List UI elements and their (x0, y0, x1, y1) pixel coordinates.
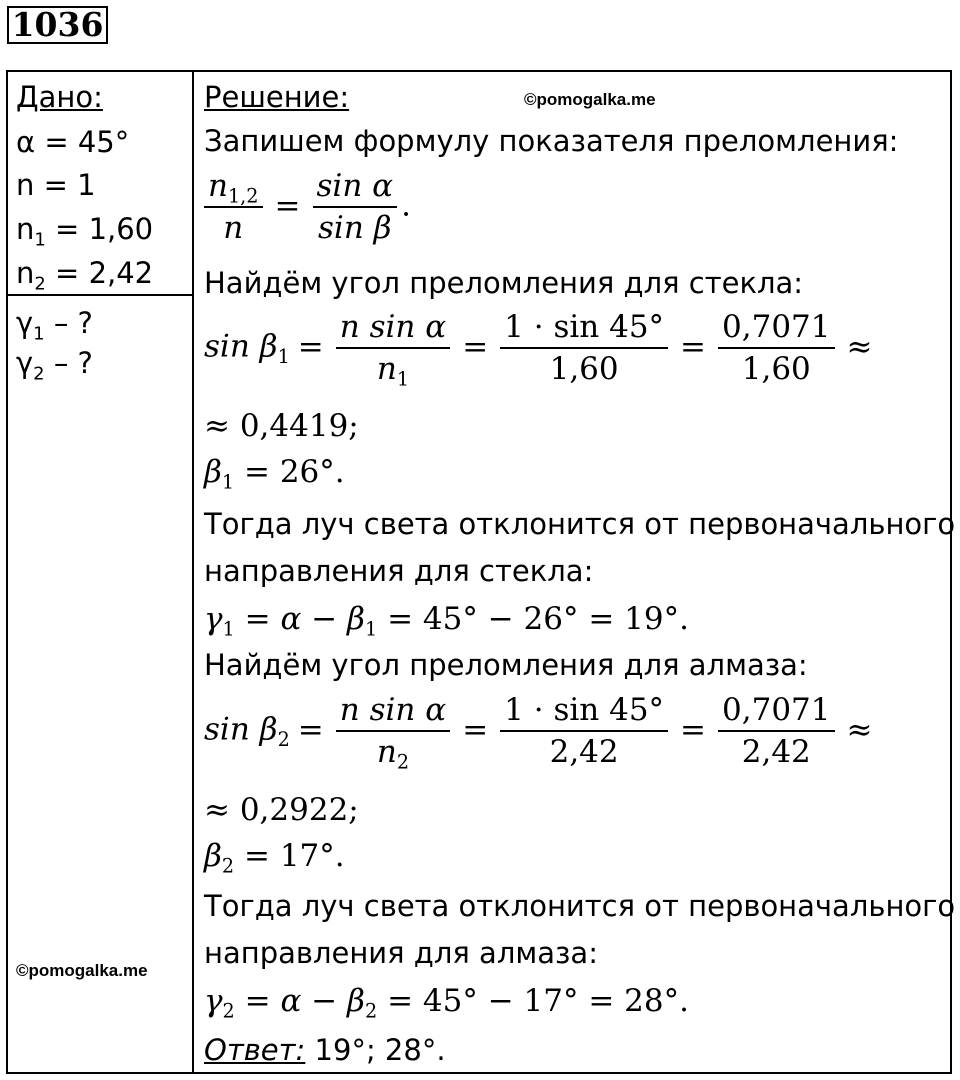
watermark-left: ©pomogalka.me (16, 961, 148, 980)
result-gamma2: $\gamma_2 = \alpha - \beta_2 = 45^\circ - 17^\circ = 28^\circ$. (204, 983, 689, 1023)
find-gamma2: $\gamma_2$ – ? (16, 346, 93, 385)
result-beta1: $\beta_1 = 26^\circ$. (204, 454, 345, 494)
solution-line-formula-intro: Запишем формулу показателя преломления: (204, 124, 899, 158)
solution-header: Решение: (204, 80, 350, 114)
find-gamma1: $\gamma_1$ – ? (16, 306, 93, 345)
given-n: n = 1 (16, 168, 96, 202)
given-alpha: α = 45° (16, 125, 130, 159)
solution-line-deviation-diamond: Тогда луч света отклонится от первоначального (204, 889, 956, 923)
solution-line-glass-intro: Найдём угол преломления для стекла: (204, 266, 804, 300)
problem-number: 1036 (7, 6, 108, 44)
result-beta2: $\beta_2 = 17^\circ$. (204, 838, 345, 878)
solution-line-direction-diamond: направления для алмаза: (204, 936, 598, 970)
solution-line-diamond-intro: Найдём угол преломления для алмаза: (204, 648, 808, 682)
result-sin-beta1: ≈ 0,4419; (204, 408, 359, 444)
given-n2: $n_2 = 2,42$ (16, 256, 154, 295)
answer-line (204, 1033, 446, 1067)
equation-sin-beta2: $\sin \beta_2$ = $\frac{\text{n sin α}}{n_2}$ = $\frac{1 \cdot \sin 45^\circ}{2,42}$ = $\frac{0,7071}{2,42}$ ≈ (204, 692, 873, 774)
equation-sin-beta1: $\sin \beta_1$ = $\frac{\text{n sin α}}{n_1}$ = $\frac{1 \cdot \sin 45^\circ}{1,60}$ = $\frac{0,7071}{1,60}$ ≈ (204, 309, 873, 391)
column-divider (192, 70, 194, 1074)
solution-line-direction-glass: направления для стекла: (204, 554, 594, 588)
given-n1: $n_1 = 1,60$ (16, 212, 154, 251)
given-header: Дано: (16, 80, 103, 114)
formula-refraction: $\frac{n_{1,2}}{n}$ = $\frac{\text{sin α}}{\text{sin β}}$ . (200, 168, 411, 246)
watermark-top: ©pomogalka.me (524, 90, 656, 109)
answer-label: Ответ: (204, 1033, 306, 1067)
solution-line-deviation-glass: Тогда луч света отклонится от первоначального (204, 507, 956, 541)
result-gamma1: $\gamma_1 = \alpha - \beta_1 = 45^\circ - 26^\circ = 19^\circ$. (204, 601, 689, 641)
result-sin-beta2: ≈ 0,2922; (204, 792, 359, 828)
answer-value: 19°; 28°. (305, 1033, 446, 1067)
given-find-divider (6, 294, 194, 296)
